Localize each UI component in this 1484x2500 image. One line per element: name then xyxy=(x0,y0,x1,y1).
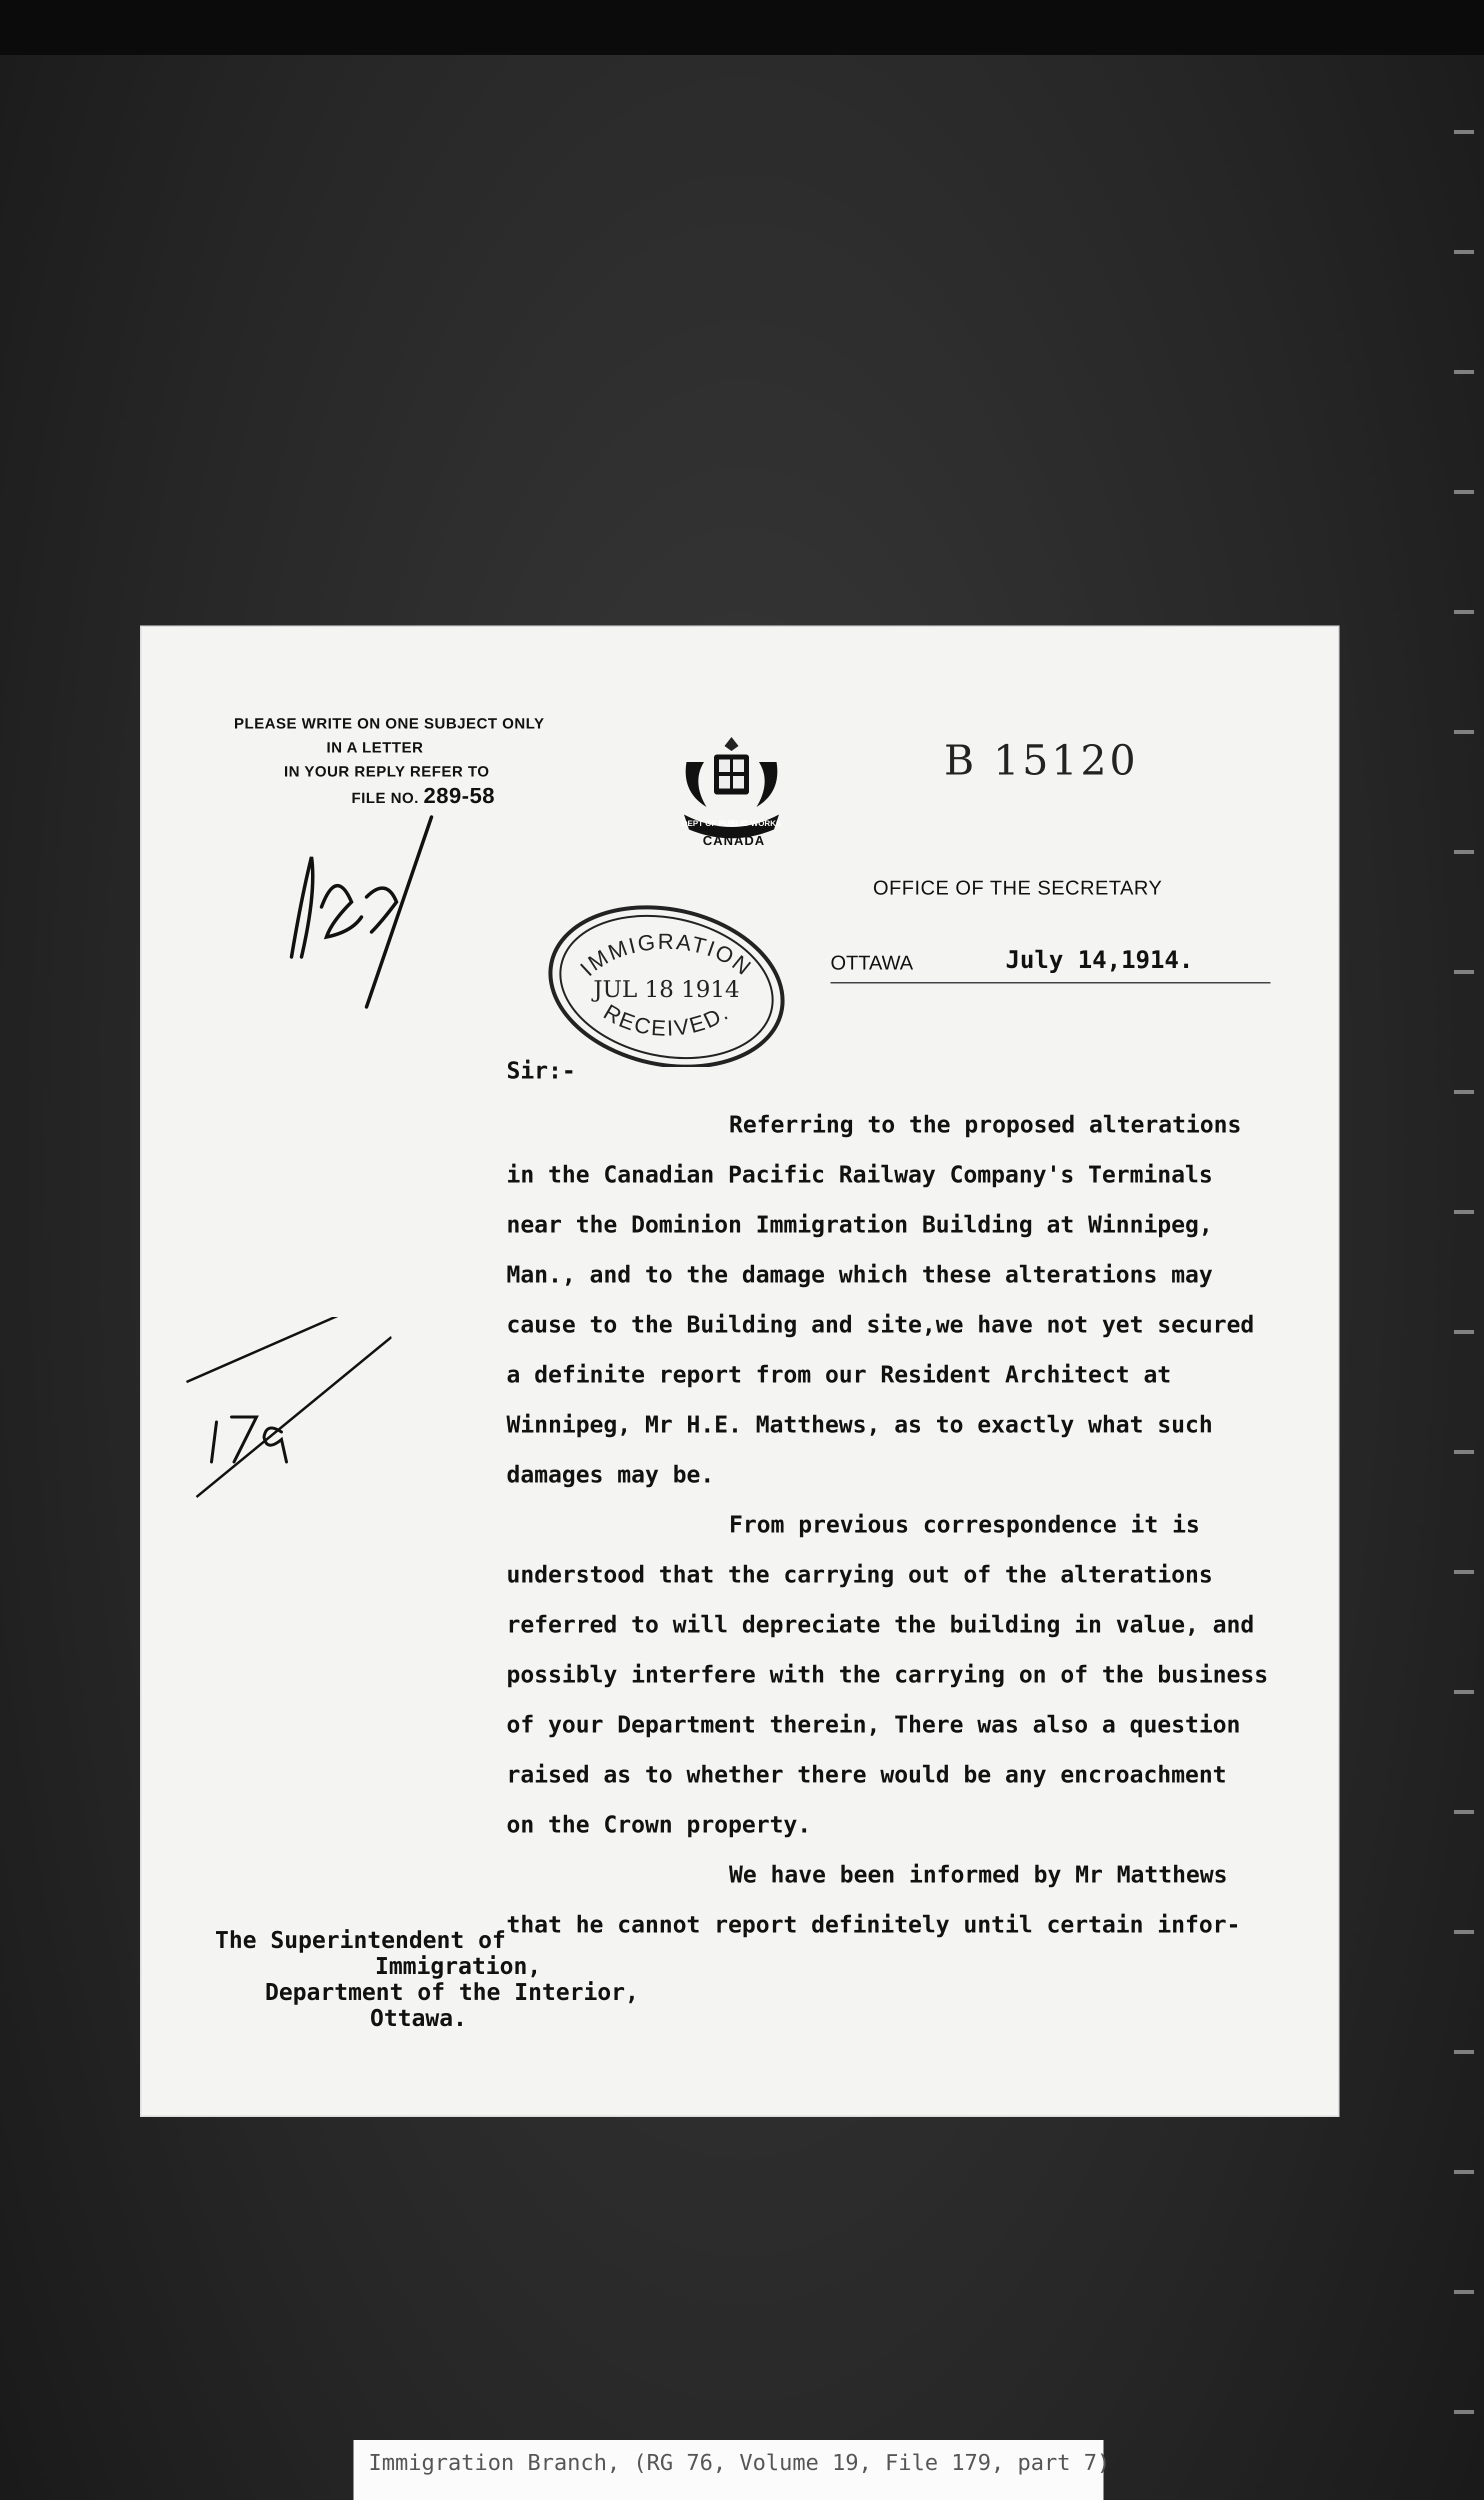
instruction-line-2: IN A LETTER xyxy=(326,740,424,756)
film-sprocket-marks xyxy=(1454,70,1474,2500)
letter-line: Referring to the proposed alterations xyxy=(729,1111,1242,1138)
letter-line: From previous correspondence it is xyxy=(729,1511,1200,1538)
file-label: FILE NO. xyxy=(352,790,419,806)
place: OTTAWA xyxy=(830,952,914,974)
letter-line: a definite report from our Resident Architect at xyxy=(506,1361,1172,1388)
stamp-top-text: IMMIGRATION xyxy=(576,929,757,982)
crest-caption: CANADA xyxy=(702,833,766,848)
letter-line: Man., and to the damage which these alterations may xyxy=(506,1261,1213,1288)
stamp-date: JUL 18 1914 xyxy=(593,976,740,1002)
letter-body xyxy=(506,1100,1326,1950)
film-top-edge xyxy=(0,0,1484,55)
letter-line: of your Department therein, There was also a question xyxy=(506,1711,1240,1738)
letter-line: near the Dominion Immigration Building at Winnipeg, xyxy=(506,1211,1213,1238)
svg-text:RECEIVED. xyxy=(600,1000,734,1041)
letter-line: We have been informed by Mr Matthews xyxy=(729,1861,1228,1888)
letter-line: damages may be. xyxy=(506,1461,714,1488)
addressee-line-1: The Superintendent of xyxy=(215,1926,506,1954)
letter-line: Winnipeg, Mr H.E. Matthews, as to exactly what such xyxy=(506,1411,1213,1438)
serial-number: B 15120 xyxy=(944,737,1139,784)
letter-line: possibly interfere with the carrying on of the business xyxy=(506,1661,1268,1688)
letter-line: that he cannot report definitely until certain infor- xyxy=(506,1911,1240,1938)
addressee-line-2: Immigration, xyxy=(375,1952,542,1980)
file-number: 289-58 xyxy=(424,784,496,808)
handwritten-mark-side xyxy=(182,1317,392,1527)
crest-ribbon: DEPT OF PUBLIC WORKS xyxy=(682,820,782,828)
letter-line: in the Canadian Pacific Railway Company's Terminals xyxy=(506,1161,1213,1188)
addressee-block xyxy=(215,1927,639,2031)
letter-line: referred to will depreciate the building in value, and xyxy=(506,1611,1254,1638)
addressee-line-4: Ottawa. xyxy=(370,2004,467,2032)
instruction-line-1: PLEASE WRITE ON ONE SUBJECT ONLY xyxy=(234,716,544,732)
place-date-line xyxy=(830,946,1270,984)
stamp-bottom-text: RECEIVED. xyxy=(599,1000,734,1041)
instruction-line-3: IN YOUR REPLY REFER TO xyxy=(284,764,490,780)
received-stamp xyxy=(542,902,792,1067)
letter-line: on the Crown property. xyxy=(506,1811,812,1838)
reply-instructions xyxy=(234,712,594,810)
letter-line: raised as to whether there would be any encroachment xyxy=(506,1761,1227,1788)
office-heading: OFFICE OF THE SECRETARY xyxy=(873,877,1162,899)
letter-line: understood that the carrying out of the alterations xyxy=(506,1561,1213,1588)
letter-page xyxy=(142,627,1338,2116)
svg-text:IMMIGRATION xyxy=(576,930,756,981)
salutation: Sir:- xyxy=(506,1057,576,1084)
letter-date: July 14,1914. xyxy=(1006,946,1194,974)
handwritten-mark-top xyxy=(282,797,446,1017)
archive-reference-label: Immigration Branch, (RG 76, Volume 19, File 179, part 7) xyxy=(354,2440,1104,2500)
letter-line: cause to the Building and site,we have not yet secured xyxy=(506,1311,1254,1338)
addressee-line-3: Department of the Interior, xyxy=(265,1978,639,2006)
